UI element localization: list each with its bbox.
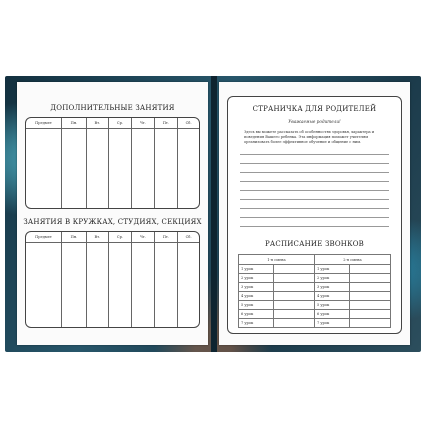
extra-lessons-panel (25, 117, 200, 209)
time-cell[interactable] (274, 274, 315, 283)
lesson-label: 7 урок (315, 319, 350, 328)
writing-line[interactable] (240, 163, 389, 164)
col-thu: Чт. (132, 118, 154, 129)
lesson-label: 4 урок (315, 292, 350, 301)
extra-lessons-title: ДОПОЛНИТЕЛЬНЫЕ ЗАНЯТИЯ (50, 104, 175, 112)
col-wed: Ср. (108, 118, 131, 129)
time-cell[interactable] (274, 265, 315, 274)
table-row (239, 301, 391, 310)
writing-line[interactable] (240, 217, 389, 218)
writing-line[interactable] (240, 181, 389, 182)
col-tue: Вт. (86, 232, 108, 243)
bells-table (238, 254, 391, 328)
lesson-label: 1 урок (239, 265, 274, 274)
table-header-row (239, 255, 391, 265)
clubs-title: ЗАНЯТИЯ В КРУЖКАХ, СТУДИЯХ, СЕКЦИЯХ (23, 218, 202, 226)
time-cell[interactable] (274, 310, 315, 319)
parents-panel (227, 96, 402, 334)
col-tue: Вт. (86, 118, 108, 129)
table-row (26, 243, 199, 328)
lesson-label: 3 урок (315, 283, 350, 292)
time-cell[interactable] (274, 319, 315, 328)
parents-greeting: Уважаемые родители! (288, 119, 341, 124)
col-fri: Пт. (154, 232, 178, 243)
time-cell[interactable] (350, 310, 391, 319)
lesson-label: 5 урок (315, 301, 350, 310)
writing-line[interactable] (240, 172, 389, 173)
writing-line[interactable] (240, 199, 389, 200)
lesson-label: 6 урок (239, 310, 274, 319)
lesson-label: 2 урок (239, 274, 274, 283)
time-cell[interactable] (350, 283, 391, 292)
table-cell[interactable] (86, 129, 108, 209)
table-cell[interactable] (62, 129, 87, 209)
table-cell[interactable] (26, 243, 62, 328)
table-cell[interactable] (132, 243, 154, 328)
table-row (239, 265, 391, 274)
time-cell[interactable] (350, 274, 391, 283)
shift2-header: 2-я смена (315, 255, 391, 265)
table-cell[interactable] (86, 243, 108, 328)
lesson-label: 1 урок (315, 265, 350, 274)
time-cell[interactable] (350, 301, 391, 310)
table-cell[interactable] (154, 243, 178, 328)
writing-line[interactable] (240, 226, 389, 227)
left-page (17, 82, 208, 345)
table-cell[interactable] (108, 243, 131, 328)
lesson-label: 7 урок (239, 319, 274, 328)
col-sat: Сб. (178, 118, 199, 129)
clubs-panel (25, 231, 200, 328)
col-mon: Пн. (62, 118, 87, 129)
lesson-label: 4 урок (239, 292, 274, 301)
lesson-label: 5 урок (239, 301, 274, 310)
table-row (239, 310, 391, 319)
time-cell[interactable] (350, 319, 391, 328)
time-cell[interactable] (350, 265, 391, 274)
table-row (239, 319, 391, 328)
right-page (219, 82, 410, 345)
time-cell[interactable] (350, 292, 391, 301)
table-cell[interactable] (132, 129, 154, 209)
extra-lessons-table (26, 118, 199, 208)
col-thu: Чт. (132, 232, 154, 243)
table-row (239, 292, 391, 301)
time-cell[interactable] (274, 292, 315, 301)
parents-intro-text: Здесь вы можете рассказать об особенностях здоровья, характера и поведения Вашего ребенка. Эта информация поможет учителям организовать более эффективное обучение и общение с ним. (244, 130, 375, 144)
col-sat: Сб. (178, 232, 199, 243)
table-cell[interactable] (178, 243, 199, 328)
writing-line[interactable] (240, 208, 389, 209)
lesson-label: 2 урок (315, 274, 350, 283)
table-header-row (26, 118, 199, 129)
clubs-table (26, 232, 199, 327)
lesson-label: 6 урок (315, 310, 350, 319)
table-cell[interactable] (178, 129, 199, 209)
writing-line[interactable] (240, 154, 389, 155)
shift1-header: 1-я смена (239, 255, 315, 265)
time-cell[interactable] (274, 283, 315, 292)
table-cell[interactable] (154, 129, 178, 209)
bells-title: РАСПИСАНИЕ ЗВОНКОВ (264, 240, 365, 248)
col-mon: Пн. (62, 232, 87, 243)
col-wed: Ср. (108, 232, 131, 243)
col-subject: Предмет (26, 118, 62, 129)
lesson-label: 3 урок (239, 283, 274, 292)
col-fri: Пт. (154, 118, 178, 129)
table-cell[interactable] (62, 243, 87, 328)
table-row (26, 129, 199, 209)
table-header-row (26, 232, 199, 243)
writing-line[interactable] (240, 190, 389, 191)
table-cell[interactable] (108, 129, 131, 209)
table-row (239, 283, 391, 292)
table-row (239, 274, 391, 283)
table-cell[interactable] (26, 129, 62, 209)
parents-title: СТРАНИЧКА ДЛЯ РОДИТЕЛЕЙ (252, 105, 377, 113)
time-cell[interactable] (274, 301, 315, 310)
notebook-spine (211, 76, 217, 352)
col-subject: Предмет (26, 232, 62, 243)
